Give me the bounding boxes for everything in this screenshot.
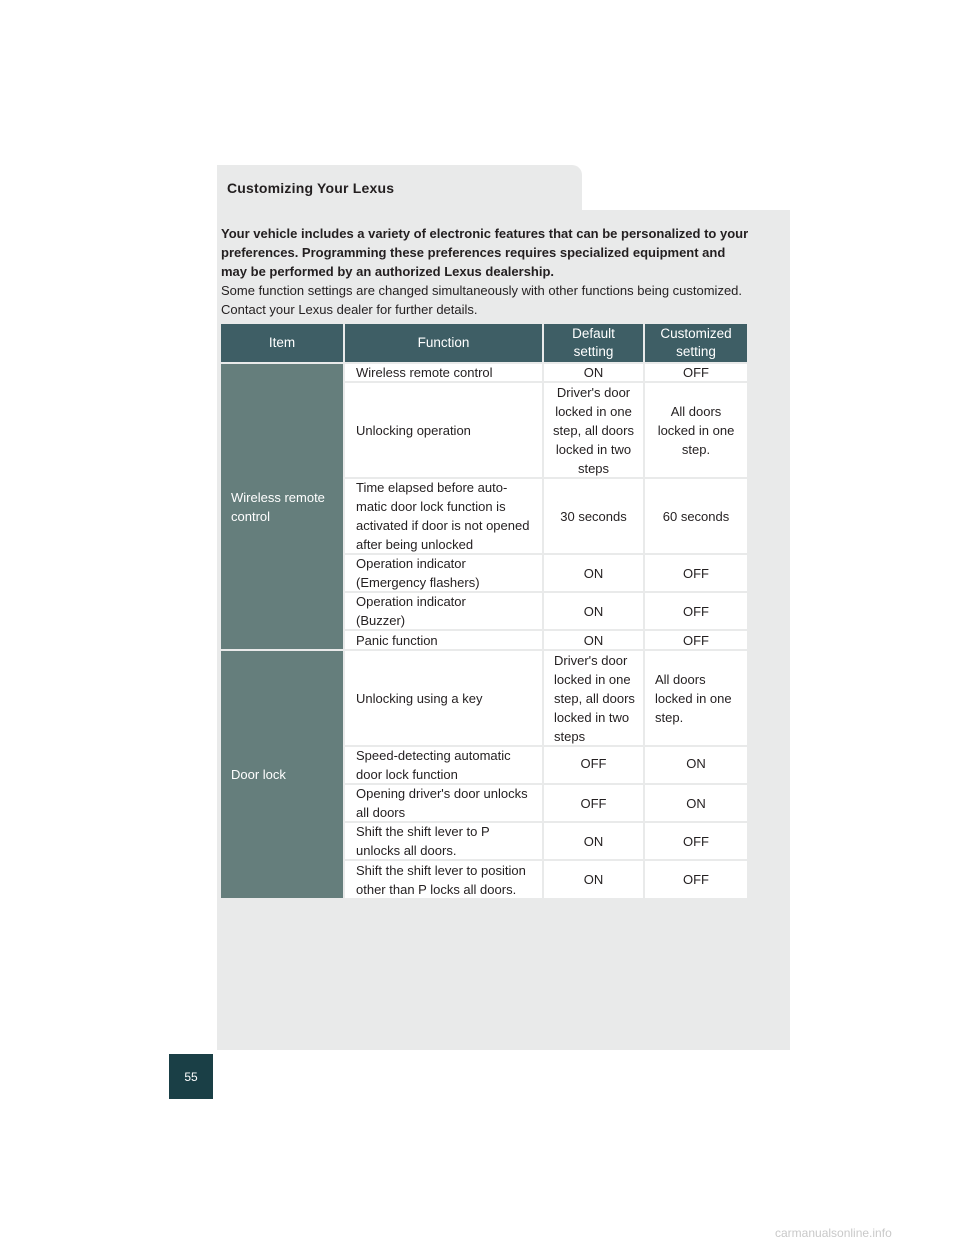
customized-cell: All doors locked in one step. (645, 383, 747, 477)
default-cell: ON (544, 823, 643, 859)
customized-cell: OFF (645, 823, 747, 859)
header-customized: Customized setting (645, 324, 747, 362)
customized-cell: OFF (645, 555, 747, 591)
page-title: Customizing Your Lexus (227, 180, 395, 196)
customized-cell: ON (645, 785, 747, 821)
function-cell: Wireless remote control (345, 364, 542, 381)
function-cell: Operation indicator (Buzzer) (345, 593, 542, 629)
function-cell: Unlocking using a key (345, 651, 542, 745)
watermark: carmanualsonline.info (775, 1226, 892, 1240)
intro-bold: Your vehicle includes a variety of electronic features that can be personalized to your preferences. Programming these preferences requires specialized equipment and may be performed by an authorized Lexus dealership. (221, 226, 749, 279)
function-cell: Unlocking operation (345, 383, 542, 477)
function-cell: Shift the shift lever to P unlocks all doors. (345, 823, 542, 859)
default-cell: ON (544, 364, 643, 381)
page-number: 55 (169, 1054, 213, 1099)
default-cell: Driver's door locked in one step, all doors locked in two steps (544, 383, 643, 477)
function-cell: Speed-detecting automatic door lock function (345, 747, 542, 783)
header-item: Item (221, 324, 343, 362)
function-cell: Time elapsed before auto-matic door lock function is activated if door is not opened after being unlocked (345, 479, 542, 553)
function-cell: Panic function (345, 631, 542, 649)
customized-cell: All doors locked in one step. (645, 651, 747, 745)
intro-regular: Some function settings are changed simultaneously with other functions being customized. Contact your Lexus dealer for further details. (221, 283, 743, 317)
item-wireless-remote: Wireless remote control (221, 364, 343, 649)
customized-cell: OFF (645, 861, 747, 898)
customized-cell: OFF (645, 631, 747, 649)
header-default: Default setting (544, 324, 643, 362)
function-cell: Operation indicator (Emergency flashers) (345, 555, 542, 591)
default-cell: ON (544, 631, 643, 649)
customized-cell: OFF (645, 593, 747, 629)
default-cell: ON (544, 555, 643, 591)
default-cell: 30 seconds (544, 479, 643, 553)
function-cell: Opening driver's door unlocks all doors (345, 785, 542, 821)
header-function: Function (345, 324, 542, 362)
intro-text (221, 224, 749, 319)
customized-cell: OFF (645, 364, 747, 381)
default-cell: ON (544, 593, 643, 629)
default-cell: Driver's door locked in one step, all doors locked in two steps (544, 651, 643, 745)
default-cell: ON (544, 861, 643, 898)
customized-cell: 60 seconds (645, 479, 747, 553)
function-cell: Shift the shift lever to position other than P locks all doors. (345, 861, 542, 898)
default-cell: OFF (544, 785, 643, 821)
customized-cell: ON (645, 747, 747, 783)
default-cell: OFF (544, 747, 643, 783)
item-door-lock: Door lock (221, 651, 343, 898)
